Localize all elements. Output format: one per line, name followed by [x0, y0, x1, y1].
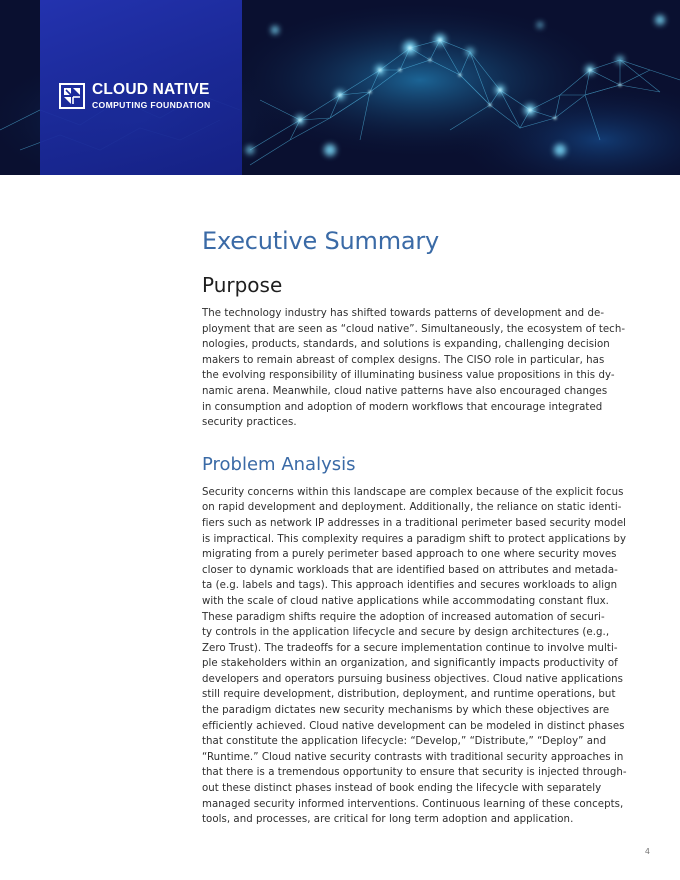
- purpose-line: The technology industry has shifted towards patterns of development and de-: [202, 308, 605, 319]
- problem-line: out these distinct phases instead of book ending the lifecycle with separately: [202, 783, 602, 795]
- purpose-heading: Purpose: [202, 273, 283, 297]
- problem-line: still require development, distribution, deployment, and runtime operations, but: [202, 689, 616, 701]
- purpose-line: makers to remain abreast of complex designs. The CISO role in particular, has: [202, 354, 605, 366]
- problem-line: tools, and processes, are critical for long term adoption and application.: [202, 814, 574, 826]
- problem-line: on rapid development and deployment. Additionally, the reliance on static identi-: [202, 502, 622, 514]
- purpose-line: security practices.: [202, 417, 297, 429]
- problem-line: Zero Trust). The tradeoffs for a secure implementation continue to involve multi-: [202, 642, 618, 654]
- page-title: Executive Summary: [202, 227, 440, 255]
- problem-line: ty controls in the application lifecycle and secure by design architectures (e.g.,: [202, 627, 610, 639]
- page-number: 4: [644, 847, 650, 856]
- cncf-logo-icon: [59, 83, 85, 109]
- problem-analysis-paragraph: [202, 485, 642, 828]
- problem-line: migrating from a purely perimeter based approach to one where security moves: [202, 549, 617, 561]
- problem-analysis-heading: Problem Analysis: [202, 453, 356, 475]
- problem-line: ple stakeholders within an organization, and significantly impacts productivity of: [202, 658, 618, 670]
- logo-line-2: COMPUTING FOUNDATION: [92, 99, 211, 110]
- problem-line: with the scale of cloud native applications while accommodating constant flux.: [202, 595, 609, 607]
- problem-line: These paradigm shifts require the adoption of increased automation of securi-: [202, 611, 605, 623]
- header-banner: [0, 0, 680, 175]
- problem-line: closer to dynamic workloads that are identified based on attributes and metada-: [202, 564, 618, 576]
- purpose-line: the evolving responsibility of illuminating business value propositions in this dy-: [202, 370, 615, 382]
- problem-line: efficiently achieved. Cloud native development can be modeled in distinct phases: [202, 720, 625, 732]
- problem-line: that there is a tremendous opportunity to ensure that security is injected through-: [202, 767, 627, 779]
- problem-line: is impractical. This complexity requires a paradigm shift to protect applications by: [202, 533, 627, 545]
- problem-line: Security concerns within this landscape are complex because of the explicit focus: [202, 486, 624, 498]
- purpose-line: namic arena. Meanwhile, cloud native patterns have also encouraged changes: [202, 385, 608, 397]
- problem-line: fiers such as network IP addresses in a traditional perimeter based security model: [202, 517, 627, 529]
- problem-line: ta (e.g. labels and tags). This approach identifies and secures workloads to align: [202, 580, 618, 592]
- purpose-paragraph: [202, 306, 642, 431]
- problem-line: managed security informed interventions. Continuous learning of these concepts,: [202, 798, 624, 810]
- problem-line: “Runtime.” Cloud native security contrasts with traditional security approaches in: [202, 751, 624, 763]
- purpose-line: in consumption and adoption of modern workflows that encourage integrated: [202, 401, 603, 413]
- purpose-line: nologies, products, standards, and solutions is expanding, challenging decision: [202, 339, 610, 351]
- logo-line-1: CLOUD NATIVE: [92, 81, 210, 98]
- document-content: [202, 226, 642, 828]
- problem-line: that constitute the application lifecycle: “Develop,” “Distribute,” “Deploy” and: [202, 736, 607, 748]
- purpose-line: ployment that are seen as “cloud native”. Simultaneously, the ecosystem of tech-: [202, 323, 626, 335]
- problem-line: the paradigm dictates new security mechanisms by which these objectives are: [202, 705, 610, 717]
- cncf-logo: [59, 82, 211, 109]
- problem-line: developers and operators pursuing business objectives. Cloud native applications: [202, 673, 624, 685]
